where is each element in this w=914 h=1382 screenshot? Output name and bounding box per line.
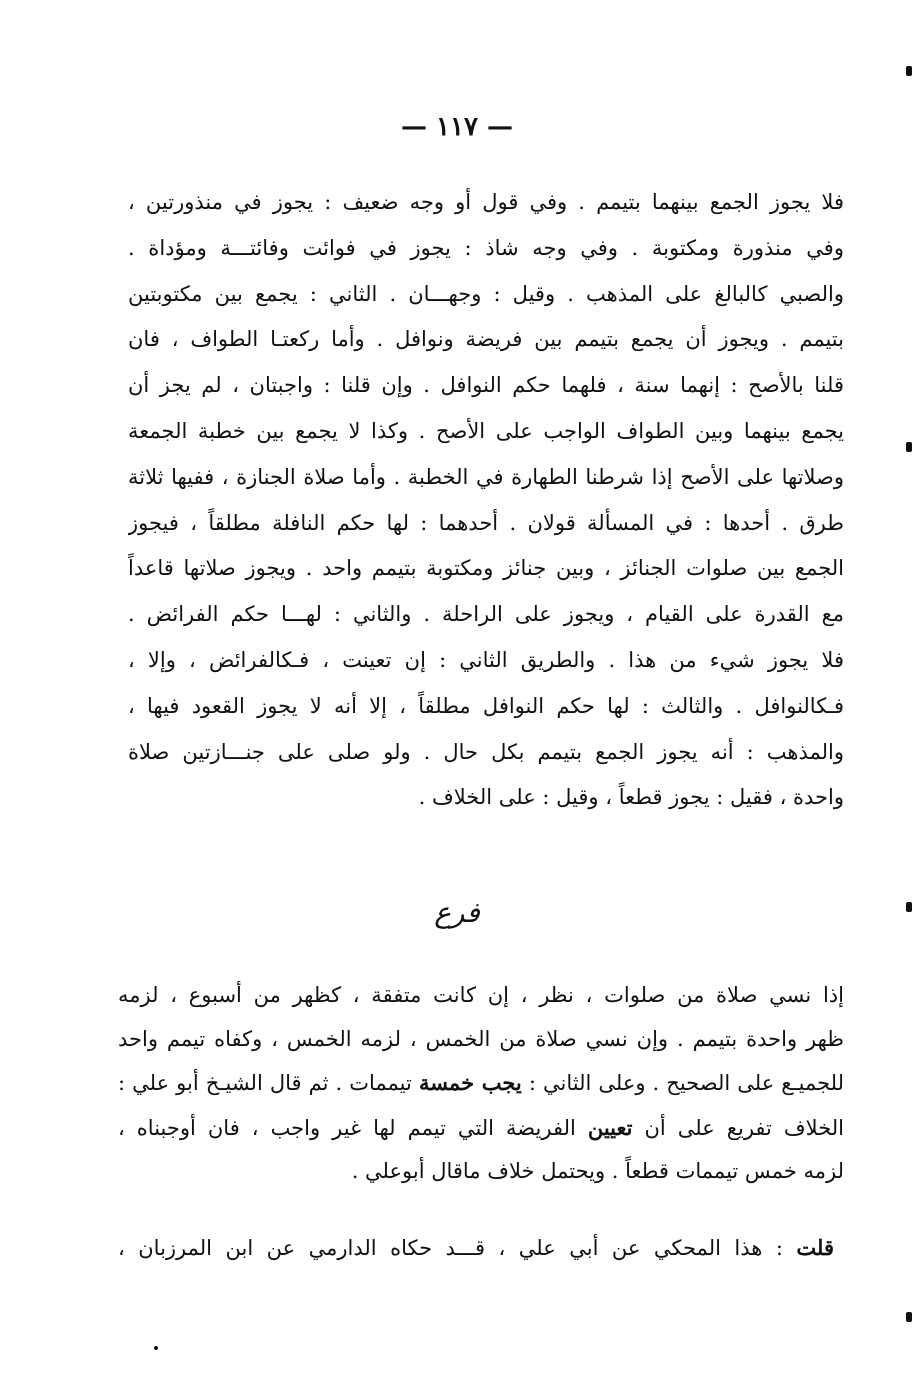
scan-edge-mark xyxy=(906,66,912,76)
emphasized-term: يجب خمسة xyxy=(418,1070,522,1095)
text-line: مع القدرة على القيام ، ويجوز على الراحلة . والثاني : لهـــا حكم الفرائض . xyxy=(128,602,844,627)
text-segment: للجميـع على الصحيح . وعلى الثاني : xyxy=(521,1071,844,1095)
text-line: وصلاتها على الأصح إذا شرطنا الطهارة في الخطبة . وأما صلاة الجنازة ، ففيها ثلاثة xyxy=(128,464,844,489)
text-segment: : هذا المحكي عن أبي علي ، قـــد حكاه الدارمي عن ابن المرزبان ، xyxy=(118,1236,797,1260)
page-number: — ١١٧ — xyxy=(400,112,514,142)
note-paragraph xyxy=(118,1226,834,1270)
text-segment: الخلاف تفريع على أن xyxy=(632,1115,844,1140)
scan-edge-mark xyxy=(906,442,912,452)
main-paragraph xyxy=(128,180,844,821)
text-line: فـكالنوافل . والثالث : لها حكم النوافل مطلقاً ، إلا أنه لا يجوز القعود فيها ، xyxy=(128,693,844,718)
scan-edge-mark xyxy=(906,902,912,912)
branch-paragraph xyxy=(118,974,844,1194)
text-line: إذا نسي صلاة من صلوات ، نظر ، إن كانت متفقة ، كظهر من أسبوع ، لزمه xyxy=(118,983,844,1007)
text-line: قلنا بالأصح : إنهما سنة ، فلهما حكم النوافل . وإن قلنا : واجبتان ، لم يجز أن xyxy=(128,373,844,398)
text-segment: الفريضة التي تيمم لها غير واجب ، فان أوجبناه ، xyxy=(118,1115,588,1140)
note-lead-word: قلت xyxy=(796,1235,834,1260)
text-line: فلا يجوز شيء من هذا . والطريق الثاني : إن تعينت ، فـكالفرائض ، وإلا ، xyxy=(128,647,844,672)
text-line: فلا يجوز الجمع بينهما بتيمم . وفي قول أو وجه ضعيف : يجوز في منذورتين ، xyxy=(128,190,844,214)
text-line: وفي منذورة ومكتوبة . وفي وجه شاذ : يجوز في فوائت وفائتـــة ومؤداة . xyxy=(128,235,844,260)
text-line: بتيمم . ويجوز أن يجمع بتيمم بين فريضة ونوافل . وأما ركعتـا الطواف ، فان xyxy=(128,327,844,352)
text-line: طرق . أحدها : في المسألة قولان . أحدهما : لها حكم النافلة مطلقاً ، فيجوز xyxy=(128,510,844,535)
text-line xyxy=(118,1226,834,1270)
scan-dot-mark xyxy=(154,1346,158,1350)
text-line: لزمه خمس تيممات قطعاً . ويحتمل خلاف ماقال أبوعلي . xyxy=(351,1159,844,1183)
text-segment: تيممات . ثم قال الشيـخ أبو علي : xyxy=(118,1071,419,1095)
section-heading: فرع xyxy=(434,896,480,929)
text-line: والصبي كالبالغ على المذهب . وقيل : وجهـــان . الثاني : يجمع بين مكتوبتين xyxy=(128,281,844,306)
text-line: ظهر واحدة بتيمم . وإن نسي صلاة من الخمس ، لزمه الخمس ، وكفاه تيمم واحد xyxy=(118,1026,844,1051)
text-line: الجمع بين صلوات الجنائز ، وبين جنائز ومكتوبة بتيمم واحد . ويجوز صلاتها قاعداً xyxy=(128,556,844,581)
emphasized-term: تعيين xyxy=(587,1114,633,1140)
text-line xyxy=(118,1061,844,1106)
text-line: يجمع بينهما وبين الطواف الواجب على الأصح . وكذا لا يجمع بين خطبة الجمعة xyxy=(128,418,844,443)
text-line: والمذهب : أنه يجوز الجمع بتيمم بكل حال . ولو صلى على جنـــازتين صلاة xyxy=(128,739,844,764)
scan-edge-mark xyxy=(906,1312,912,1322)
text-line xyxy=(118,1106,844,1151)
text-line: واحدة ، فقيل : يجوز قطعاً ، وقيل : على الخلاف . xyxy=(418,785,844,810)
